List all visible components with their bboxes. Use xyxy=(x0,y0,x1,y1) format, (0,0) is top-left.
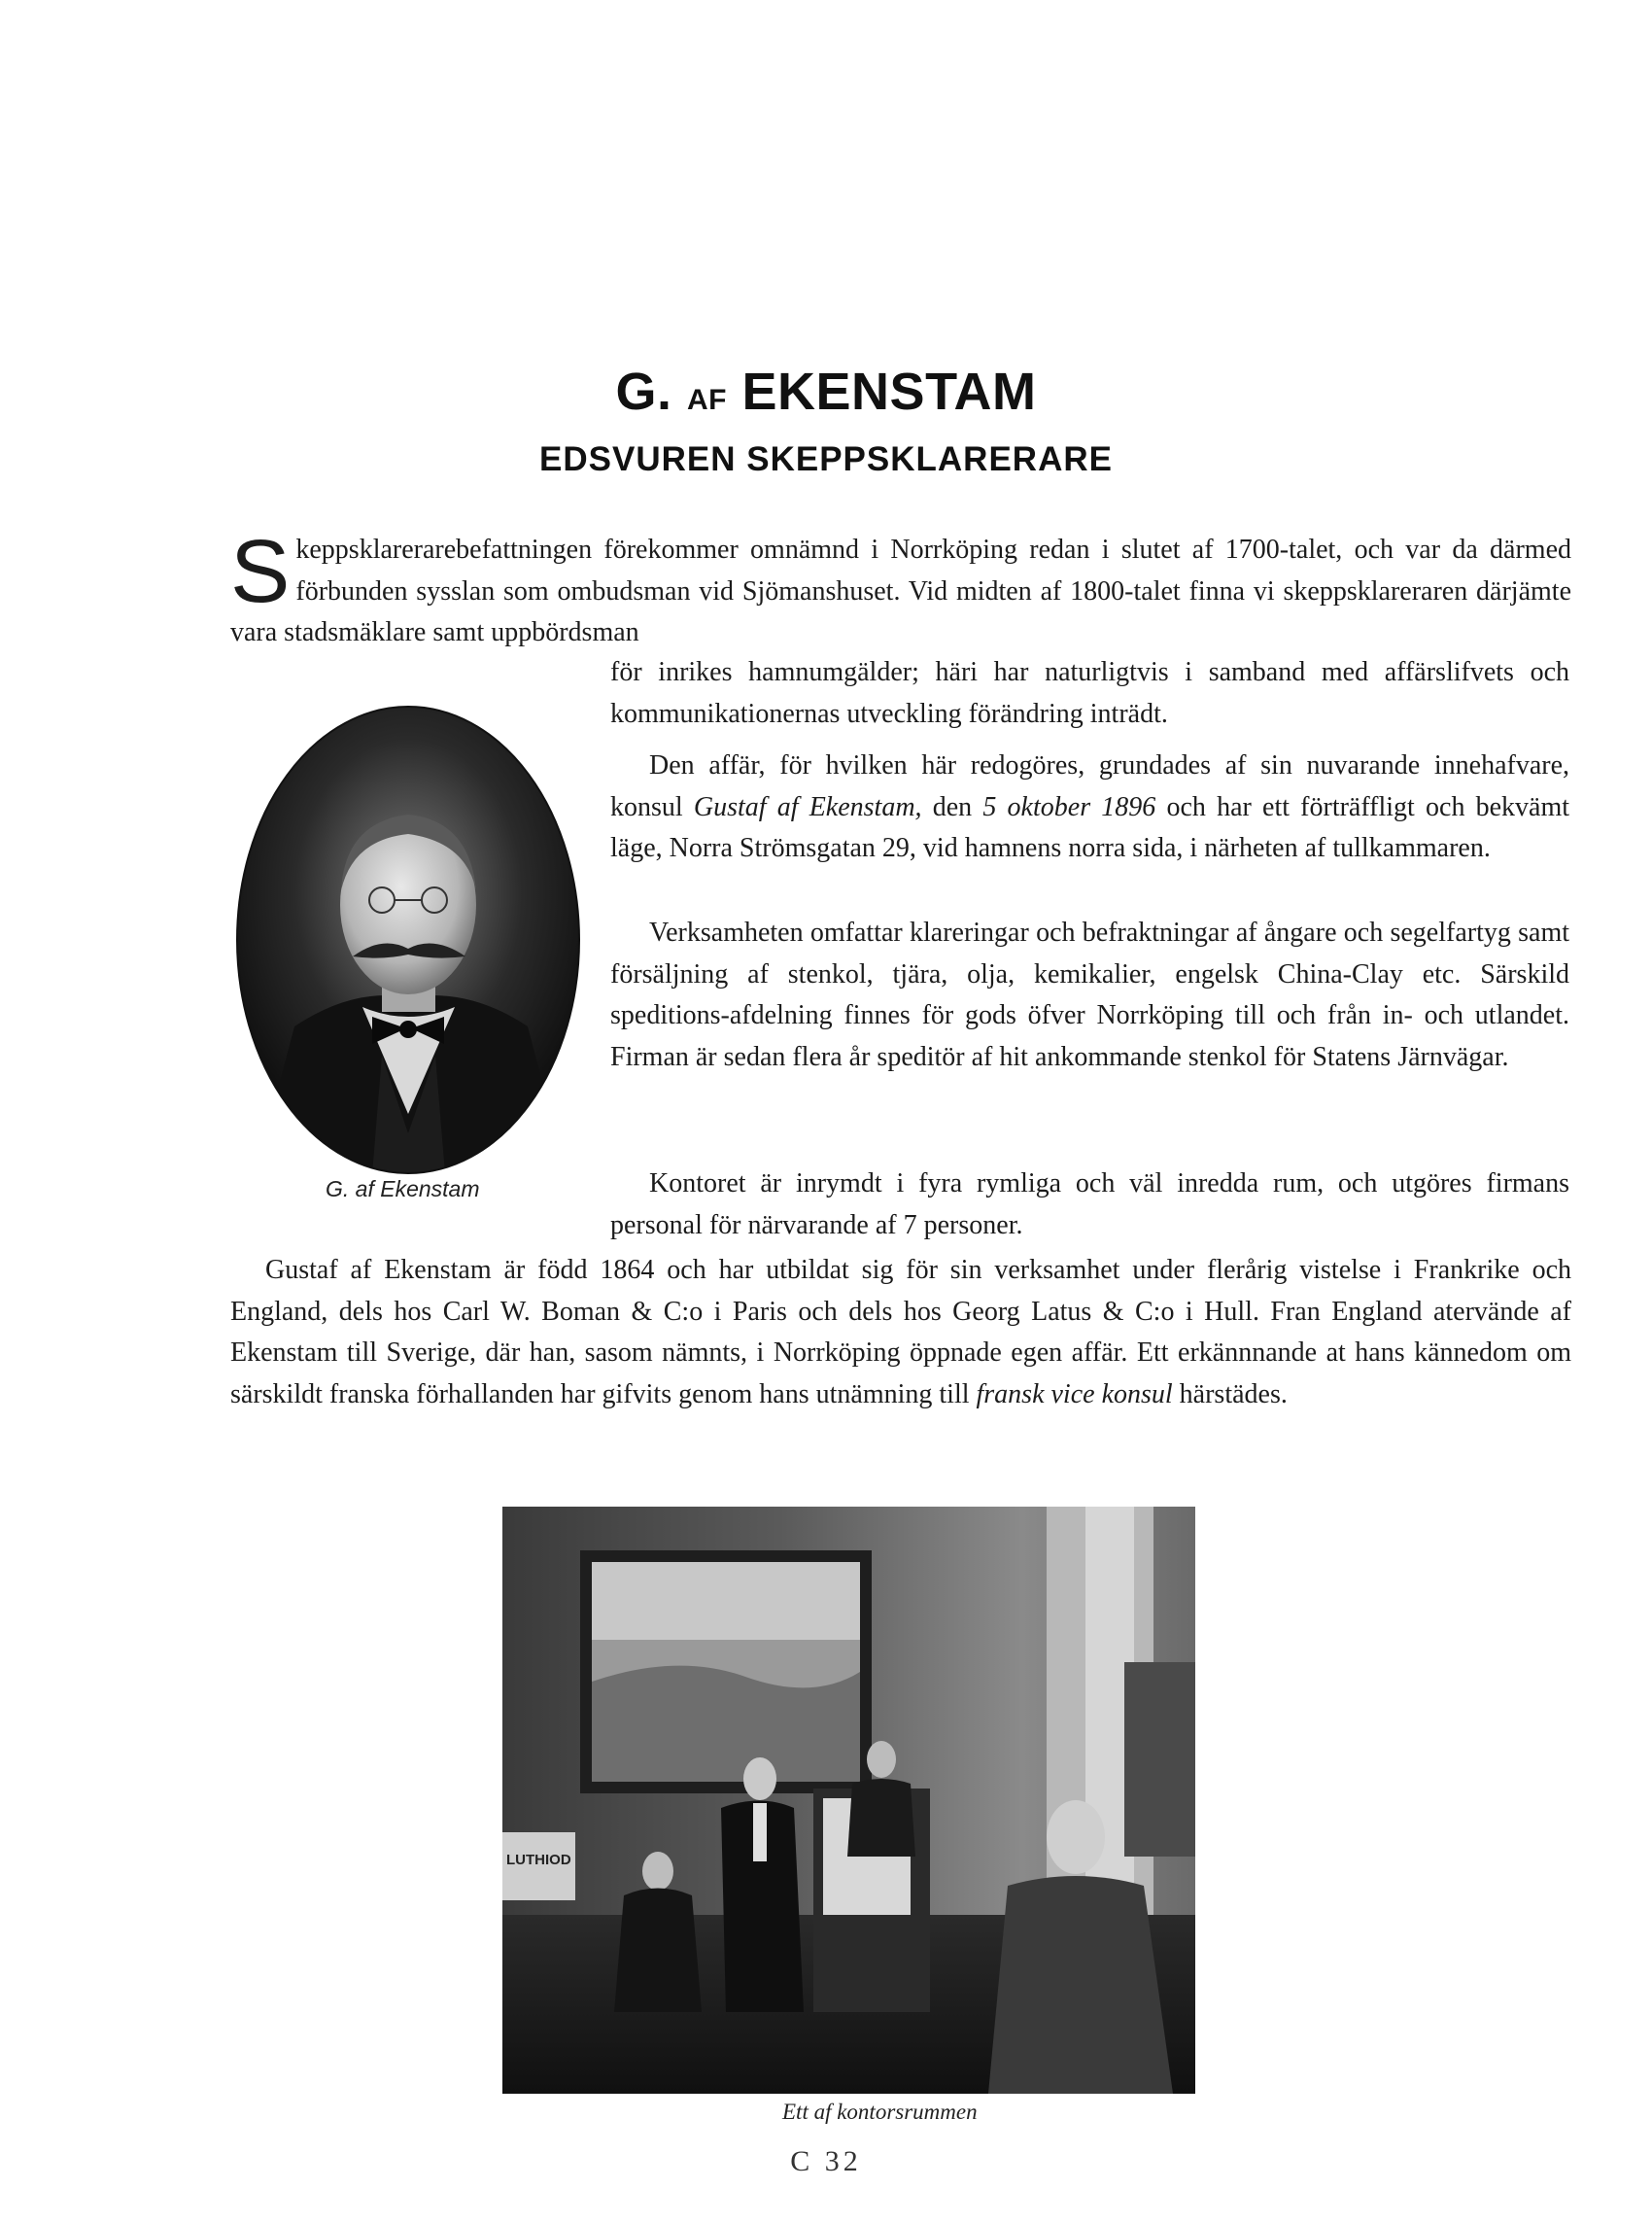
paragraph-intro xyxy=(230,522,1571,654)
portrait-caption: G. af Ekenstam xyxy=(326,1176,480,1201)
office-sign-text: LUTHIOD xyxy=(506,1852,571,1868)
office-photo xyxy=(502,1507,1195,2094)
consul-title: fransk vice konsul xyxy=(976,1378,1173,1409)
paragraph-office: Kontoret är inrymdt i fyra rymliga och väl inredda rum, och utgöres firmans personal för närvarande af 7 personer. xyxy=(610,1168,1569,1240)
founding-date: 5 oktober 1896 xyxy=(982,791,1156,822)
title-name: EKENSTAM xyxy=(741,363,1037,421)
page-title xyxy=(0,362,1652,422)
page-subtitle: EDSVUREN SKEPPSKLARERARE xyxy=(539,440,1113,478)
office-caption: Ett af kontorsrummen xyxy=(782,2100,978,2124)
paragraph-intro-cont: för inrikes hamnumgälder; häri har naturligtvis i samband med affärslifvets och kommunikationernas utveckling förändring inträdt. xyxy=(610,657,1569,729)
title-initial: G. xyxy=(615,363,672,421)
paragraph-business: Verksamheten omfattar klareringar och befraktningar af ångare och segelfartyg samt försäljning af stenkol, tjära, olja, kemikalier, engelsk China-Clay etc. Särskild speditions-afdelning finnes för gods öfver Norrköping till och från in- och utlandet. Firman är sedan flera år speditör af hit ankommande stenkol för Statens Järnvägar. xyxy=(610,918,1569,1072)
founder-name: Gustaf af Ekenstam, xyxy=(693,791,922,822)
drop-cap: S xyxy=(230,522,291,621)
paragraph-biography: Gustaf af Ekenstam är född 1864 och har utbildat sig för sin verksamhet under flerårig vistelse i Frankrike och England, dels hos Carl W. Boman & C:o i Paris och dels hos Georg Latus & C:o i Hull. Fran England atervände af Ekenstam till Sverige, där han, sasom nämnts, i Norrköping öppnade egen affär. Ett erkännnande at hans kännedom om särskildt franska förhallanden har gifvits genom hans utnämning till fransk vice konsul härstädes. xyxy=(230,1255,1571,1409)
page-number: C 32 xyxy=(790,2145,862,2177)
portrait-photo xyxy=(236,706,581,1174)
intro-text: keppsklarerarebefattningen förekommer omnämnd i Norrköping redan i slutet af 1700-talet, och var da därmed förbunden sysslan som ombudsman vid Sjömanshuset. Vid midten af 1800-talet finna vi skeppsklareraren därjämte vara stadsmäklare samt uppbördsman xyxy=(230,535,1571,647)
paragraph-founding: Den affär, för hvilken här redogöres, grundades af sin nuvarande innehafvare, konsul Gustaf af Ekenstam, den 5 oktober 1896 och har ett förträffligt och bekvämt läge, Norra Strömsgatan 29, vid hamnens norra sida, i närheten af tullkammaren. xyxy=(610,750,1570,863)
title-af: AF xyxy=(687,384,727,416)
